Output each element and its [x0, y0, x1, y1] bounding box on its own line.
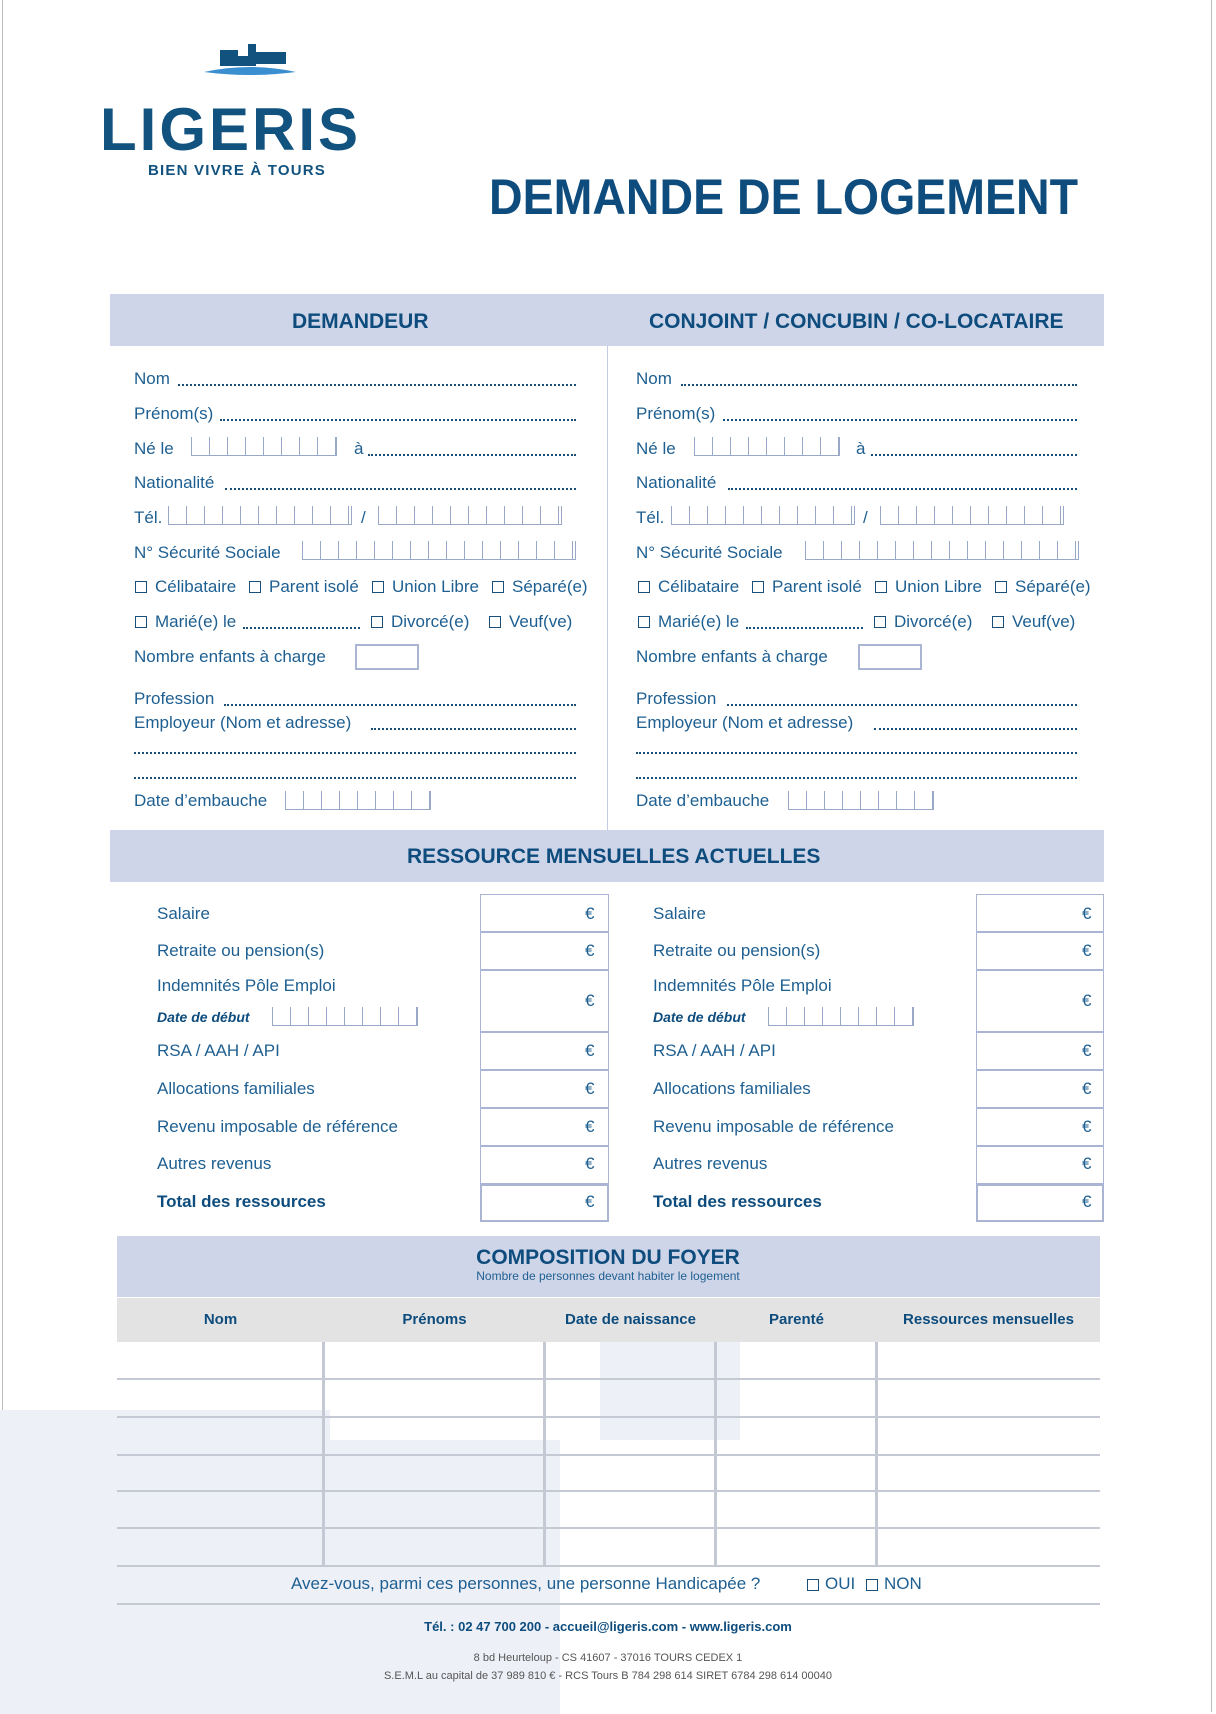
table-row[interactable]	[117, 1378, 1100, 1380]
euro-symbol: €	[1082, 991, 1092, 1010]
tel-boxes-1[interactable]	[168, 506, 352, 525]
celibataire-checkbox[interactable]	[135, 581, 147, 593]
total-label: Total des ressources	[157, 1192, 326, 1211]
separe-checkbox[interactable]	[492, 581, 504, 593]
employeur-label: Employeur (Nom et adresse)	[636, 713, 854, 732]
birth-place-field[interactable]	[871, 454, 1077, 456]
separe-checkbox[interactable]	[995, 581, 1007, 593]
euro-symbol: €	[585, 1117, 595, 1136]
prenoms-field[interactable]	[723, 419, 1077, 421]
euro-symbol: €	[1082, 1117, 1092, 1136]
secu-boxes[interactable]	[302, 541, 576, 560]
col-nom: Nom	[203, 1311, 238, 1328]
divorce-checkbox[interactable]	[371, 616, 383, 628]
date-debut-boxes[interactable]	[768, 1007, 914, 1026]
demandeur-title: DEMANDEUR	[292, 310, 429, 333]
euro-symbol: €	[585, 941, 595, 960]
employeur-label: Employeur (Nom et adresse)	[134, 713, 352, 732]
euro-symbol: €	[1082, 904, 1092, 923]
veuf-checkbox[interactable]	[992, 616, 1004, 628]
profession-label: Profession	[134, 689, 215, 708]
autres-label: Autres revenus	[157, 1154, 272, 1173]
union-libre-label: Union Libre	[895, 577, 982, 596]
tel-boxes-2[interactable]	[378, 506, 562, 525]
nom-label: Nom	[134, 369, 170, 388]
conjoint-title: CONJOINT / CONCUBIN / CO-LOCATAIRE	[649, 310, 1064, 333]
union-libre-checkbox[interactable]	[372, 581, 384, 593]
parent-isole-checkbox[interactable]	[249, 581, 261, 593]
rsa-label: RSA / AAH / API	[157, 1041, 280, 1060]
euro-symbol: €	[1082, 1154, 1092, 1173]
retraite-label: Retraite ou pension(s)	[653, 941, 821, 960]
non-label: NON	[884, 1574, 922, 1593]
col-date-naissance: Date de naissance	[565, 1311, 696, 1328]
nationalite-label: Nationalité	[134, 473, 215, 492]
employeur-field[interactable]	[874, 728, 1077, 730]
celibataire-label: Célibataire	[155, 577, 237, 596]
secu-label: N° Sécurité Sociale	[636, 543, 783, 562]
birth-date-boxes[interactable]	[694, 437, 840, 456]
euro-symbol: €	[585, 1041, 595, 1060]
salaire-label: Salaire	[653, 904, 706, 923]
table-row[interactable]	[117, 1565, 1100, 1567]
revenu-label: Revenu imposable de référence	[653, 1117, 894, 1136]
handicap-question	[291, 1574, 760, 1594]
logo-mark-icon	[200, 42, 300, 84]
employeur-field-3[interactable]	[134, 777, 576, 779]
tel-boxes-1[interactable]	[671, 506, 855, 525]
enfants-input[interactable]	[858, 644, 922, 670]
veuf-label: Veuf(ve)	[509, 612, 573, 631]
euro-symbol: €	[585, 991, 595, 1010]
parent-isole-checkbox[interactable]	[752, 581, 764, 593]
date-debut-boxes[interactable]	[272, 1007, 418, 1026]
column-divider	[607, 346, 608, 830]
date-debut-label: Date de début	[157, 1009, 250, 1025]
tel-boxes-2[interactable]	[880, 506, 1064, 525]
separe-label: Séparé(e)	[512, 577, 588, 596]
non-checkbox[interactable]	[866, 1579, 878, 1591]
rsa-label: RSA / AAH / API	[653, 1041, 776, 1060]
birth-place-field[interactable]	[368, 454, 576, 456]
footer-contact: Tél. : 02 47 700 200 - accueil@ligeris.com - www.ligeris.com	[424, 1619, 792, 1634]
marie-checkbox[interactable]	[135, 616, 147, 628]
divorce-label: Divorcé(e)	[894, 612, 973, 631]
prenoms-label: Prénom(s)	[636, 404, 716, 423]
euro-symbol: €	[1082, 1079, 1092, 1098]
euro-symbol: €	[1082, 1192, 1092, 1211]
col-ressources: Ressources mensuelles	[903, 1311, 1074, 1328]
veuf-checkbox[interactable]	[489, 616, 501, 628]
euro-symbol: €	[585, 1154, 595, 1173]
birth-date-boxes[interactable]	[191, 437, 337, 456]
euro-symbol: €	[1082, 1041, 1092, 1060]
employeur-field-2[interactable]	[636, 752, 1077, 754]
col-prenoms: Prénoms	[402, 1311, 467, 1328]
secu-boxes[interactable]	[805, 541, 1079, 560]
autres-label: Autres revenus	[653, 1154, 768, 1173]
tel-slash: /	[361, 508, 366, 527]
tel-slash: /	[863, 508, 868, 527]
parent-isole-label: Parent isolé	[269, 577, 359, 596]
composition-title: COMPOSITION DU FOYER	[476, 1246, 740, 1269]
nom-field[interactable]	[681, 384, 1077, 386]
euro-symbol: €	[1082, 941, 1092, 960]
logo-name: LIGERIS	[100, 96, 362, 163]
page-title: DEMANDE DE LOGEMENT	[489, 169, 1079, 225]
handicap-question-text: Avez-vous, parmi ces personnes, une personne Handicapée ?	[291, 1574, 761, 1593]
nationalite-field[interactable]	[225, 488, 576, 490]
enfants-label: Nombre enfants à charge	[134, 647, 326, 666]
col-parente: Parenté	[768, 1311, 825, 1328]
union-libre-label: Union Libre	[392, 577, 479, 596]
oui-checkbox[interactable]	[807, 1579, 819, 1591]
alloc-label: Allocations familiales	[157, 1079, 315, 1098]
oui-label: OUI	[825, 1574, 856, 1593]
embauche-boxes[interactable]	[788, 791, 934, 810]
footer-address: 8 bd Heurteloup - CS 41607 - 37016 TOURS CEDEX 1	[473, 1652, 743, 1664]
ne-le-label: Né le	[134, 439, 174, 458]
nom-label: Nom	[636, 369, 672, 388]
divorce-label: Divorcé(e)	[391, 612, 470, 631]
employeur-field-3[interactable]	[636, 777, 1077, 779]
total-label: Total des ressources	[653, 1192, 822, 1211]
euro-symbol: €	[585, 1192, 595, 1211]
secu-label: N° Sécurité Sociale	[134, 543, 281, 562]
footer-legal: S.E.M.L au capital de 37 989 810 € - RCS Tours B 784 298 614 SIRET 6784 298 614 00040	[383, 1670, 833, 1682]
table-row[interactable]	[117, 1416, 1100, 1418]
composition-subtitle: Nombre de personnes devant habiter le logement	[476, 1269, 740, 1283]
euro-symbol: €	[585, 904, 595, 923]
table-row	[117, 1603, 1100, 1605]
nationalite-label: Nationalité	[636, 473, 717, 492]
tel-label: Tél.	[636, 508, 665, 527]
birth-place-label: à	[856, 439, 866, 458]
enfants-label: Nombre enfants à charge	[636, 647, 828, 666]
profession-field[interactable]	[224, 704, 576, 706]
nom-field[interactable]	[178, 384, 576, 386]
prenoms-label: Prénom(s)	[134, 404, 214, 423]
celibataire-checkbox[interactable]	[638, 581, 650, 593]
employeur-field-2[interactable]	[134, 752, 576, 754]
divorce-checkbox[interactable]	[874, 616, 886, 628]
ne-le-label: Né le	[636, 439, 676, 458]
separe-label: Séparé(e)	[1015, 577, 1091, 596]
alloc-label: Allocations familiales	[653, 1079, 811, 1098]
logo-tagline: BIEN VIVRE À TOURS	[148, 162, 327, 179]
table-row[interactable]	[117, 1454, 1100, 1456]
prenoms-field[interactable]	[220, 419, 576, 421]
resources-title: RESSOURCE MENSUELLES ACTUELLES	[407, 845, 821, 868]
embauche-label: Date d’embauche	[636, 791, 770, 810]
euro-symbol: €	[585, 1079, 595, 1098]
profession-label: Profession	[636, 689, 717, 708]
celibataire-label: Célibataire	[658, 577, 740, 596]
profession-field[interactable]	[727, 704, 1077, 706]
enfants-input[interactable]	[355, 644, 419, 670]
revenu-label: Revenu imposable de référence	[157, 1117, 398, 1136]
marie-date-field[interactable]	[243, 627, 360, 629]
pole-emploi-label: Indemnités Pôle Emploi	[653, 976, 832, 995]
birth-place-label: à	[354, 439, 364, 458]
pole-emploi-label: Indemnités Pôle Emploi	[157, 976, 336, 995]
nationalite-field[interactable]	[728, 488, 1077, 490]
marie-checkbox[interactable]	[638, 616, 650, 628]
marie-label: Marié(e) le	[155, 612, 237, 631]
embauche-label: Date d’embauche	[134, 791, 268, 810]
employeur-field[interactable]	[371, 728, 576, 730]
date-debut-label: Date de début	[653, 1009, 746, 1025]
veuf-label: Veuf(ve)	[1012, 612, 1076, 631]
salaire-label: Salaire	[157, 904, 210, 923]
table-row[interactable]	[117, 1490, 1100, 1492]
retraite-label: Retraite ou pension(s)	[157, 941, 325, 960]
marie-label: Marié(e) le	[658, 612, 740, 631]
parent-isole-label: Parent isolé	[772, 577, 862, 596]
union-libre-checkbox[interactable]	[875, 581, 887, 593]
marie-date-field[interactable]	[746, 627, 863, 629]
tel-label: Tél.	[134, 508, 163, 527]
embauche-boxes[interactable]	[285, 791, 431, 810]
table-row[interactable]	[117, 1527, 1100, 1529]
